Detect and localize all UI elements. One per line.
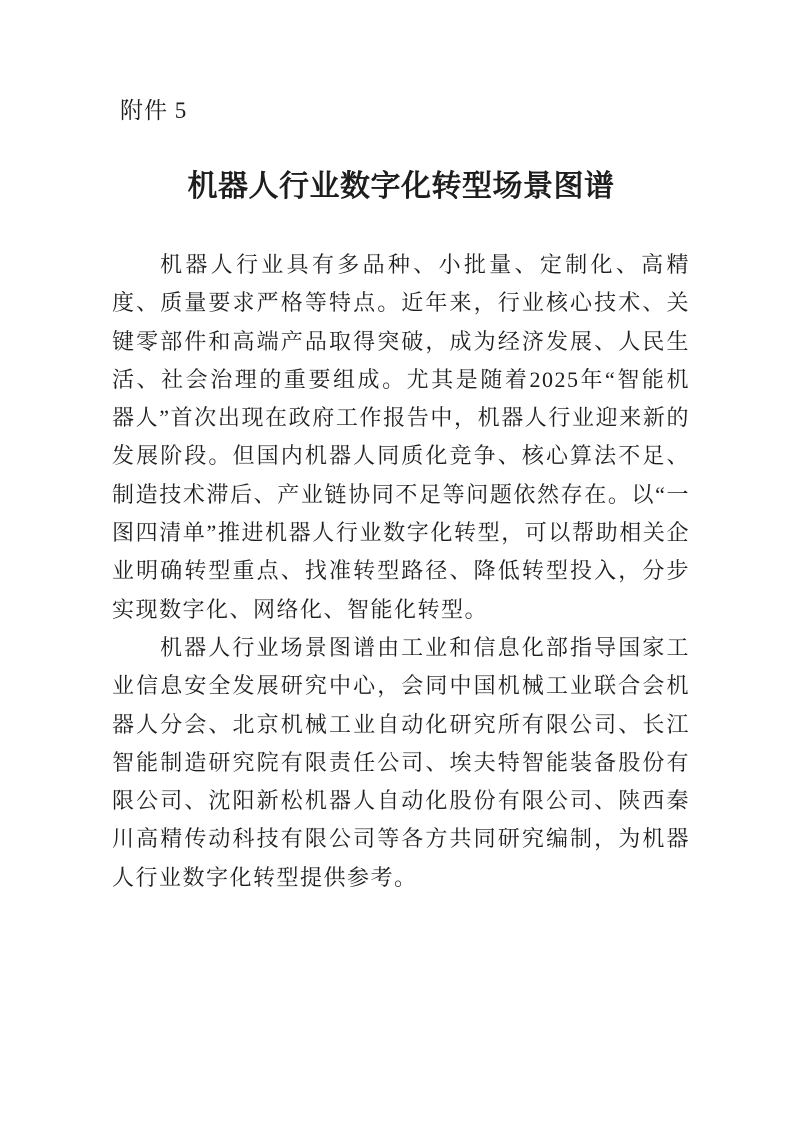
document-body (112, 246, 690, 897)
attachment-label: 附件 5 (120, 98, 188, 123)
paragraph-2: 机器人行业场景图谱由工业和信息化部指导国家工业信息安全发展研究中心，会同中国机械工业联合会机器人分会、北京机械工业自动化研究所有限公司、长江智能制造研究院有限责任公司、埃夫特智能装备股份有限公司、沈阳新松机器人自动化股份有限公司、陕西秦川高精传动科技有限公司等各方共同研究编制，为机器人行业数字化转型提供参考。 (112, 634, 690, 890)
paragraph-1: 机器人行业具有多品种、小批量、定制化、高精度、质量要求严格等特点。近年来，行业核心技术、关键零部件和高端产品取得突破，成为经济发展、人民生活、社会治理的重要组成。尤其是随着2025年“智能机器人”首次出现在政府工作报告中，机器人行业迎来新的发展阶段。但国内机器人同质化竞争、核心算法不足、制造技术滞后、产业链协同不足等问题依然存在。以“一图四清单”推进机器人行业数字化转型，可以帮助相关企业明确转型重点、找准转型路径、降低转型投入，分步实现数字化、网络化、智能化转型。 (112, 252, 690, 622)
document-title: 机器人行业数字化转型场景图谱 (187, 170, 615, 203)
